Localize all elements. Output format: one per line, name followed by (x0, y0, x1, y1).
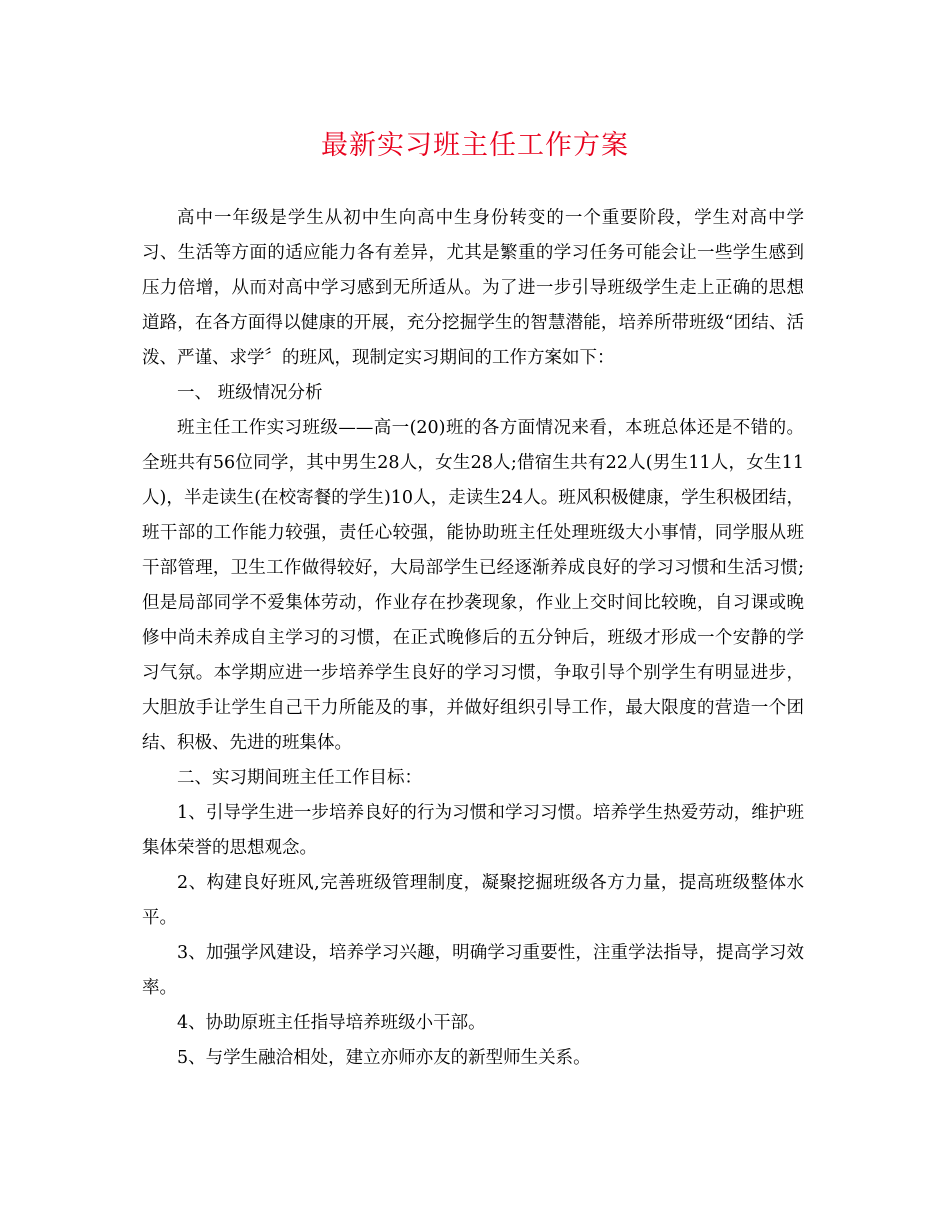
goal-item-3: 3、加强学风建设，培养学习兴趣，明确学习重要性，注重学法指导，提高学习效率。 (142, 943, 804, 998)
section-heading-class-analysis: 一、 班级情况分析 (177, 383, 323, 403)
goal-item-5: 5、与学生融洽相处，建立亦师亦友的新型师生关系。 (177, 1048, 591, 1068)
goal-item-4: 4、协助原班主任指导培养班级小干部。 (177, 1013, 486, 1033)
section-heading-work-goals: 二、实习期间班主任工作目标： (177, 768, 422, 788)
goal-item-1: 1、引导学生进一步培养良好的行为习惯和学习习惯。培养学生热爱劳动，维护班集体荣誉的思想观念。 (142, 803, 804, 858)
goal-item-2: 2、构建良好班风,完善班级管理制度，凝聚挖掘班级各方力量，提高班级整体水平。 (142, 873, 804, 928)
intro-paragraph: 高中一年级是学生从初中生向高中生身份转变的一个重要阶段，学生对高中学习、生活等方面的适应能力各有差异，尤其是繁重的学习任务可能会让一些学生感到压力倍增，从而对高中学习感到无所适从。为了进一步引导班级学生走上正确的思想道路，在各方面得以健康的开展，充分挖掘学生的智慧潜能，培养所带班级“团结、活泼、严谨、求学〞的班风，现制定实习期间的工作方案如下： (142, 208, 804, 368)
document-body (142, 201, 804, 1076)
class-analysis-paragraph: 班主任工作实习班级——高一(20)班的各方面情况来看，本班总体还是不错的。全班共有56位同学，其中男生28人，女生28人;借宿生共有22人(男生11人，女生11人)，半走读生(在校寄餐的学生)10人，走读生24人。班风积极健康，学生积极团结，班干部的工作能力较强，责任心较强，能协助班主任处理班级大小事情，同学服从班干部管理，卫生工作做得较好，大局部学生已经逐渐养成良好的学习习惯和生活习惯;但是局部同学不爱集体劳动，作业存在抄袭现象，作业上交时间比较晚，自习课或晚修中尚未养成自主学习的习惯，在正式晚修后的五分钟后，班级才形成一个安静的学习气氛。本学期应进一步培养学生良好的学习习惯，争取引导个别学生有明显进步，大胆放手让学生自己干力所能及的事，并做好组织引导工作，最大限度的营造一个团结、积极、先进的班集体。 (142, 418, 804, 753)
document-title: 最新实习班主任工作方案 (321, 130, 629, 161)
